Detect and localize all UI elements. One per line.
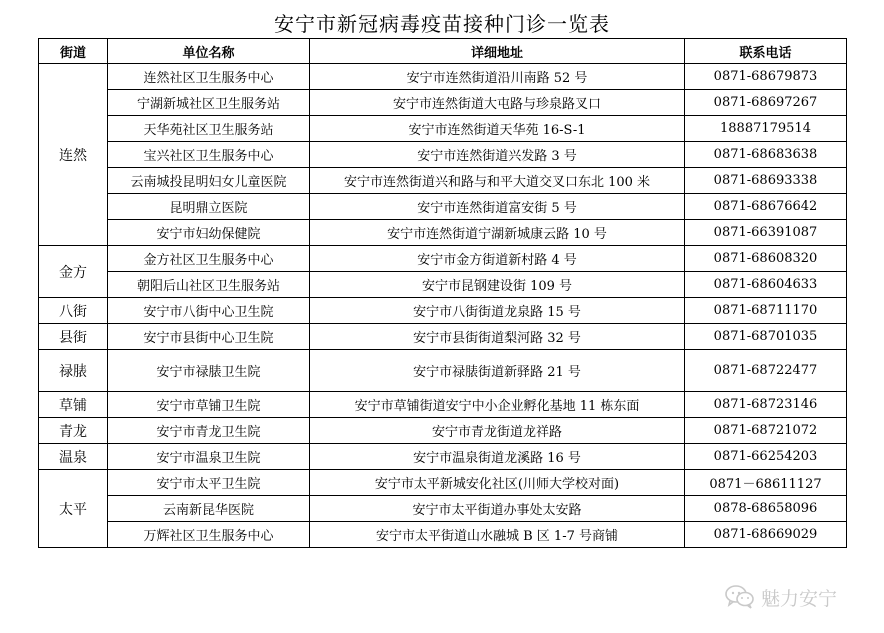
table-row <box>39 324 847 350</box>
header-street: 街道 <box>39 39 108 64</box>
phone-cell: 0878-68658096 <box>685 496 847 522</box>
address-cell: 安宁市连然街道兴发路 3 号 <box>310 142 685 168</box>
table-row <box>39 272 847 298</box>
phone-cell: 0871-68604633 <box>685 272 847 298</box>
phone-cell: 0871-68676642 <box>685 194 847 220</box>
wechat-icon <box>725 584 755 610</box>
unit-cell: 朝阳后山社区卫生服务站 <box>108 272 310 298</box>
phone-cell: 0871-68722477 <box>685 350 847 392</box>
table-row <box>39 444 847 470</box>
table-header-row <box>39 39 847 64</box>
clinic-table <box>38 38 847 548</box>
phone-cell: 0871-66254203 <box>685 444 847 470</box>
table-row <box>39 522 847 548</box>
unit-cell: 宁湖新城社区卫生服务站 <box>108 90 310 116</box>
street-cell: 太平 <box>39 470 108 548</box>
street-cell: 青龙 <box>39 418 108 444</box>
address-cell: 安宁市青龙街道龙祥路 <box>310 418 685 444</box>
address-cell: 安宁市县街街道梨河路 32 号 <box>310 324 685 350</box>
phone-cell: 0871-68693338 <box>685 168 847 194</box>
table-row <box>39 116 847 142</box>
header-unit: 单位名称 <box>108 39 310 64</box>
table-row <box>39 350 847 392</box>
address-cell: 安宁市连然街道富安街 5 号 <box>310 194 685 220</box>
unit-cell: 昆明鼎立医院 <box>108 194 310 220</box>
header-phone: 联系电话 <box>685 39 847 64</box>
unit-cell: 安宁市禄脿卫生院 <box>108 350 310 392</box>
phone-cell: 0871-68711170 <box>685 298 847 324</box>
watermark-text: 魅力安宁 <box>761 587 838 610</box>
watermark <box>725 583 837 611</box>
address-cell: 安宁市连然街道兴和路与和平大道交叉口东北 100 米 <box>310 168 685 194</box>
unit-cell: 安宁市太平卫生院 <box>108 470 310 496</box>
phone-cell: 0871-68669029 <box>685 522 847 548</box>
address-cell: 安宁市禄脿街道新驿路 21 号 <box>310 350 685 392</box>
street-cell: 连然 <box>39 64 108 246</box>
table-row <box>39 470 847 496</box>
address-cell: 安宁市连然街道宁湖新城康云路 10 号 <box>310 220 685 246</box>
phone-cell: 18887179514 <box>685 116 847 142</box>
table-row <box>39 392 847 418</box>
address-cell: 安宁市连然街道大屯路与珍泉路叉口 <box>310 90 685 116</box>
phone-cell: 0871-68723146 <box>685 392 847 418</box>
phone-cell: 0871-68679873 <box>685 64 847 90</box>
unit-cell: 安宁市八街中心卫生院 <box>108 298 310 324</box>
street-cell: 八街 <box>39 298 108 324</box>
unit-cell: 万辉社区卫生服务中心 <box>108 522 310 548</box>
phone-cell: 0871-68701035 <box>685 324 847 350</box>
table-row <box>39 496 847 522</box>
address-cell: 安宁市昆钢建设街 109 号 <box>310 272 685 298</box>
unit-cell: 云南城投昆明妇女儿童医院 <box>108 168 310 194</box>
address-cell: 安宁市太平新城安化社区(川师大学校对面) <box>310 470 685 496</box>
address-cell: 安宁市连然街道天华苑 16-S-1 <box>310 116 685 142</box>
address-cell: 安宁市草铺街道安宁中小企业孵化基地 11 栋东面 <box>310 392 685 418</box>
table-row <box>39 246 847 272</box>
street-cell: 县街 <box>39 324 108 350</box>
phone-cell: 0871-68721072 <box>685 418 847 444</box>
address-cell: 安宁市金方街道新村路 4 号 <box>310 246 685 272</box>
unit-cell: 安宁市县街中心卫生院 <box>108 324 310 350</box>
address-cell: 安宁市连然街道沿川南路 52 号 <box>310 64 685 90</box>
unit-cell: 安宁市青龙卫生院 <box>108 418 310 444</box>
phone-cell: 0871-68608320 <box>685 246 847 272</box>
street-cell: 禄脿 <box>39 350 108 392</box>
unit-cell: 安宁市草铺卫生院 <box>108 392 310 418</box>
unit-cell: 云南新昆华医院 <box>108 496 310 522</box>
unit-cell: 连然社区卫生服务中心 <box>108 64 310 90</box>
table-row <box>39 298 847 324</box>
phone-cell: 0871-68697267 <box>685 90 847 116</box>
unit-cell: 安宁市妇幼保健院 <box>108 220 310 246</box>
phone-cell: 0871-68683638 <box>685 142 847 168</box>
table-row <box>39 142 847 168</box>
phone-cell: 0871－68611127 <box>685 470 847 496</box>
table-row <box>39 64 847 90</box>
unit-cell: 天华苑社区卫生服务站 <box>108 116 310 142</box>
unit-cell: 金方社区卫生服务中心 <box>108 246 310 272</box>
table-row <box>39 168 847 194</box>
unit-cell: 安宁市温泉卫生院 <box>108 444 310 470</box>
street-cell: 温泉 <box>39 444 108 470</box>
header-address: 详细地址 <box>310 39 685 64</box>
table-row <box>39 220 847 246</box>
street-cell: 金方 <box>39 246 108 298</box>
table-row <box>39 194 847 220</box>
table-row <box>39 90 847 116</box>
phone-cell: 0871-66391087 <box>685 220 847 246</box>
unit-cell: 宝兴社区卫生服务中心 <box>108 142 310 168</box>
address-cell: 安宁市温泉街道龙溪路 16 号 <box>310 444 685 470</box>
address-cell: 安宁市太平街道山水融城 B 区 1-7 号商铺 <box>310 522 685 548</box>
address-cell: 安宁市太平街道办事处太安路 <box>310 496 685 522</box>
page-title: 安宁市新冠病毒疫苗接种门诊一览表 <box>274 12 610 36</box>
address-cell: 安宁市八街街道龙泉路 15 号 <box>310 298 685 324</box>
street-cell: 草铺 <box>39 392 108 418</box>
table-row <box>39 418 847 444</box>
